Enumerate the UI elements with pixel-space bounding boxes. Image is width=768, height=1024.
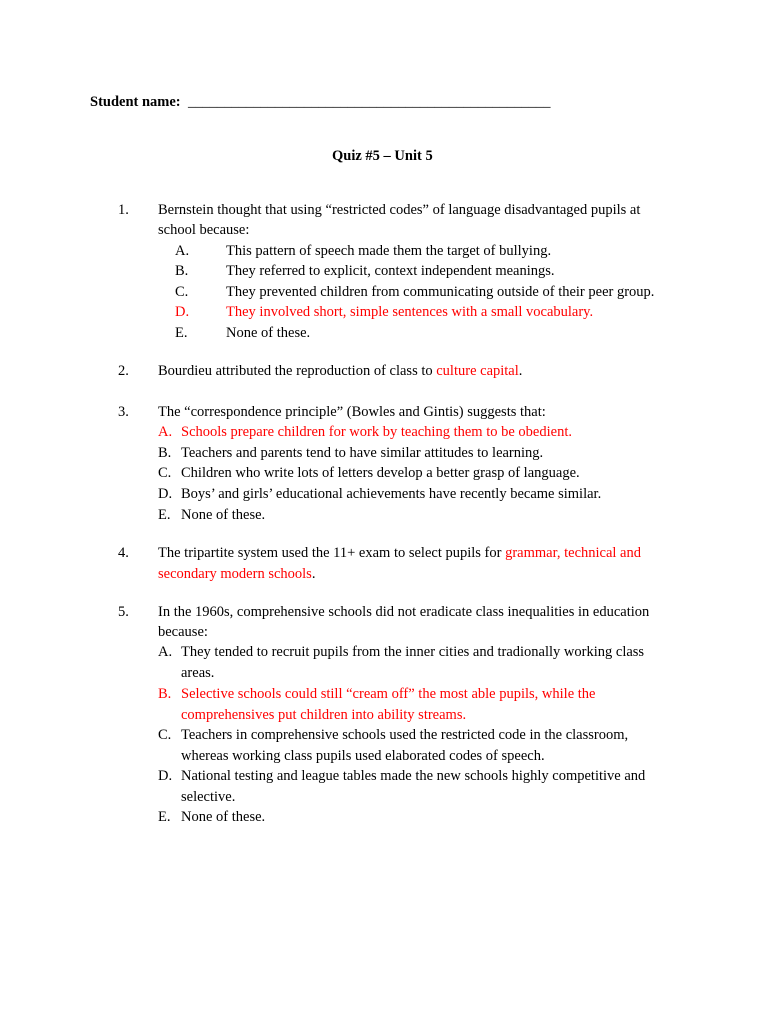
question-stem-prefix: The tripartite system used the 11+ exam to select pupils for (158, 545, 506, 561)
answer-text-line-2: secondary modern schools (158, 566, 312, 582)
question-stem-line-1: Bernstein thought that using “restricted codes” of language disadvantaged pupils at (158, 202, 641, 218)
option-text: Boys’ and girls’ educational achievements have recently became similar. (181, 486, 602, 502)
option-text: Children who write lots of letters develop a better grasp of language. (181, 465, 580, 481)
question-stem-prefix: Bourdieu attributed the reproduction of class to (158, 363, 437, 379)
correct-option-text-line-1: Selective schools could still “cream off” the most able pupils, while the (181, 686, 596, 702)
option-letter: C. (175, 284, 189, 300)
option-text: None of these. (181, 809, 266, 825)
option-text: This pattern of speech made them the target of bullying. (226, 243, 552, 259)
option-text-line-1: Teachers in comprehensive schools used the restricted code in the classroom, (181, 727, 629, 743)
option-text: None of these. (181, 507, 266, 523)
answer-text: culture capital (436, 363, 519, 379)
question-stem-line-2 (158, 564, 315, 584)
question-stem-line-1: In the 1960s, comprehensive schools did not eradicate class inequalities in education (158, 604, 650, 620)
question-stem-line-2: school because: (158, 222, 250, 238)
option-text: They referred to explicit, context independent meanings. (226, 263, 555, 279)
option-text-line-1: They tended to recruit pupils from the inner cities and tradionally working class (181, 644, 645, 660)
correct-option-text: They involved short, simple sentences with a small vocabulary. (226, 304, 594, 320)
option-text: Teachers and parents tend to have similar attitudes to learning. (181, 445, 544, 461)
option-text-line-2: selective. (181, 789, 236, 805)
option-text-line-1: National testing and league tables made the new schools highly competitive and (181, 768, 646, 784)
correct-option-letter: B. (158, 686, 172, 702)
question-stem-line-1 (158, 543, 641, 563)
option-letter: E. (158, 507, 171, 523)
option-text-line-2: areas. (181, 665, 215, 681)
correct-option-text: Schools prepare children for work by teaching them to be obedient. (181, 424, 572, 440)
option-letter: D. (158, 768, 173, 784)
option-letter: C. (158, 727, 172, 743)
option-letter: B. (175, 263, 189, 279)
answer-text-line-1: grammar, technical and (505, 545, 641, 561)
student-name-label: Student name: (90, 94, 181, 110)
question-stem-suffix: . (518, 363, 523, 379)
option-text-line-2: whereas working class pupils used elaborated codes of speech. (181, 748, 545, 764)
correct-option-letter: A. (158, 424, 173, 440)
question-stem-line-2: because: (158, 624, 208, 640)
option-letter: E. (175, 325, 188, 341)
question-number: 3. (118, 404, 129, 420)
option-letter: D. (158, 486, 173, 502)
question-number: 5. (118, 604, 129, 620)
question-number: 1. (118, 202, 129, 218)
question-number: 2. (118, 363, 129, 379)
option-letter: A. (175, 243, 190, 259)
question-stem (158, 361, 522, 381)
option-text: They prevented children from communicating outside of their peer group. (226, 284, 655, 300)
question-stem: The “correspondence principle” (Bowles and Gintis) suggests that: (158, 404, 546, 420)
option-letter: C. (158, 465, 172, 481)
option-letter: E. (158, 809, 171, 825)
student-name-blank: __________________________________________________ (188, 94, 551, 110)
question-number: 4. (118, 545, 129, 561)
question-stem-suffix: . (311, 566, 316, 582)
option-letter: B. (158, 445, 172, 461)
option-text: None of these. (226, 325, 311, 341)
page-title: Quiz #5 – Unit 5 (332, 148, 433, 164)
correct-option-text-line-2: comprehensives put children into ability streams. (181, 707, 467, 723)
correct-option-letter: D. (175, 304, 190, 320)
option-letter: A. (158, 644, 173, 660)
